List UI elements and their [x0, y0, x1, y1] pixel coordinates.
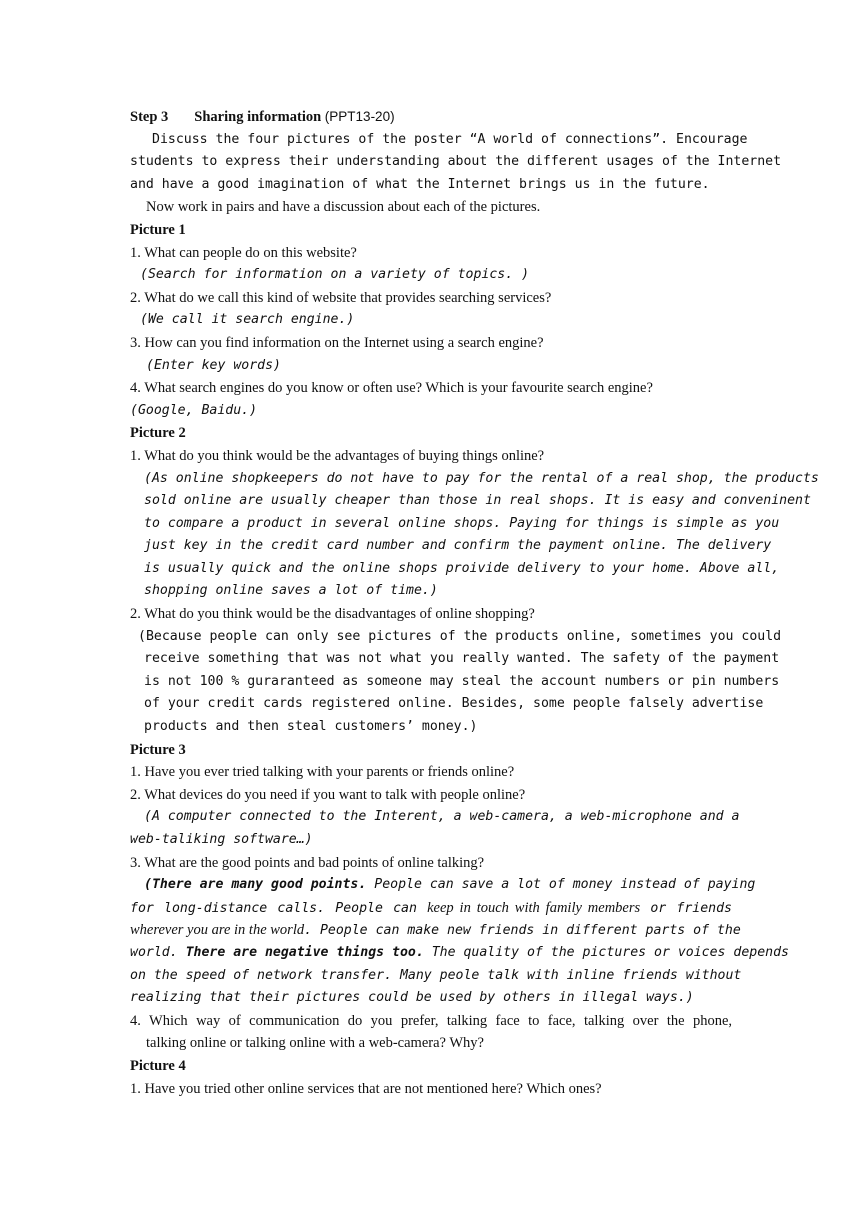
answer-line: is not 100 % guraranteed as someone may steal the account numbers or pin numbers: [144, 673, 780, 689]
question: 3. What are the good points and bad points of online talking?: [130, 854, 485, 871]
answer-emphasis: keep in touch with family members: [427, 899, 641, 916]
answer-text: The quality of the pictures or voices depends: [423, 944, 789, 960]
answer-text: for long-distance calls. People can: [130, 900, 428, 916]
intro-line: and have a good imagination of what the Internet brings us in the future.: [130, 176, 710, 192]
answer-line: (As online shopkeepers do not have to pay for the rental of a real shop, the products: [144, 470, 819, 486]
answer-text: or friends: [640, 900, 732, 916]
answer: (Search for information on a variety of topics. ): [140, 267, 530, 283]
question: talking online or talking online with a web-camera? Why?: [146, 1035, 484, 1052]
question: 1. What can people do on this website?: [130, 244, 357, 261]
question: 1. Have you tried other online services that are not mentioned here? Which ones?: [130, 1080, 602, 1097]
answer-line: [130, 874, 756, 897]
question: 1. Have you ever tried talking with your parents or friends online?: [130, 764, 515, 781]
instruction-text: Now work in pairs and have a discussion about each of the pictures.: [146, 199, 541, 216]
question: 2. What do we call this kind of website that provides searching services?: [130, 289, 552, 306]
answer-line: of your credit cards registered online. Besides, some people falsely advertise: [144, 696, 764, 712]
answer-line: on the speed of network transfer. Many peole talk with inline friends without: [130, 967, 742, 983]
answer-emphasis: wherever you are in the world: [130, 922, 305, 939]
step-ref: (PPT13-20): [324, 109, 395, 124]
answer: (We call it search engine.): [140, 312, 355, 328]
answer-text: world.: [130, 944, 186, 960]
answer: (Enter key words): [146, 357, 281, 373]
document-page: [130, 106, 819, 1100]
question: 1. What do you think would be the advantages of buying things online?: [130, 447, 545, 464]
answer-line: (A computer connected to the Interent, a web-camera, a web-microphone and a: [144, 809, 740, 825]
answer-line: web-taliking software…): [130, 832, 313, 847]
step-heading: [130, 106, 732, 129]
picture2-heading: Picture 2: [130, 425, 186, 442]
step-label: Step 3: [130, 109, 169, 125]
answer-emphasis: (There are many good points.: [144, 877, 367, 893]
answer-line: is usually quick and the online shops proivide delivery to your home. Above all,: [144, 560, 780, 576]
picture4-heading: Picture 4: [130, 1057, 186, 1074]
answer-line: to compare a product in several online shops. Paying for things is simple as you: [144, 515, 780, 531]
answer-text: . People can make new friends in different parts of the: [304, 923, 741, 939]
answer-text: People can save a lot of money instead of paying: [366, 877, 756, 893]
intro-line: Discuss the four pictures of the poster “A world of connections”. Encourage: [152, 131, 748, 147]
answer-line: [130, 919, 741, 942]
answer-line: just key in the credit card number and confirm the payment online. The delivery: [144, 538, 772, 554]
answer-line: (Because people can only see pictures of the products online, sometimes you could: [138, 628, 782, 644]
answer-emphasis: There are negative things too.: [185, 944, 424, 960]
intro-line: students to express their understanding about the different usages of the Internet: [130, 154, 782, 170]
picture3-heading: Picture 3: [130, 741, 186, 758]
question: 4. Which way of communication do you prefer, talking face to face, talking over the phone,: [130, 1012, 732, 1029]
answer-line: realizing that their pictures could be used by others in illegal ways.): [130, 990, 694, 1006]
question: 3. How can you find information on the Internet using a search engine?: [130, 334, 544, 351]
answer: (Google, Baidu.): [130, 402, 258, 418]
answer-line: [130, 942, 789, 965]
question: 2. What do you think would be the disadvantages of online shopping?: [130, 606, 535, 623]
answer-line: products and then steal customers’ money.): [144, 719, 478, 735]
answer-line: receive something that was not what you really wanted. The safety of the payment: [144, 651, 780, 667]
question: 4. What search engines do you know or often use? Which is your favourite search engine?: [130, 380, 653, 397]
picture1-heading: Picture 1: [130, 221, 186, 238]
answer-line: sold online are usually cheaper than those in real shops. It is easy and conveninent: [144, 493, 811, 509]
answer-line: shopping online saves a lot of time.): [144, 583, 438, 599]
answer-line: [130, 897, 732, 920]
question: 2. What devices do you need if you want to talk with people online?: [130, 786, 526, 803]
step-title: Sharing information: [194, 109, 322, 125]
